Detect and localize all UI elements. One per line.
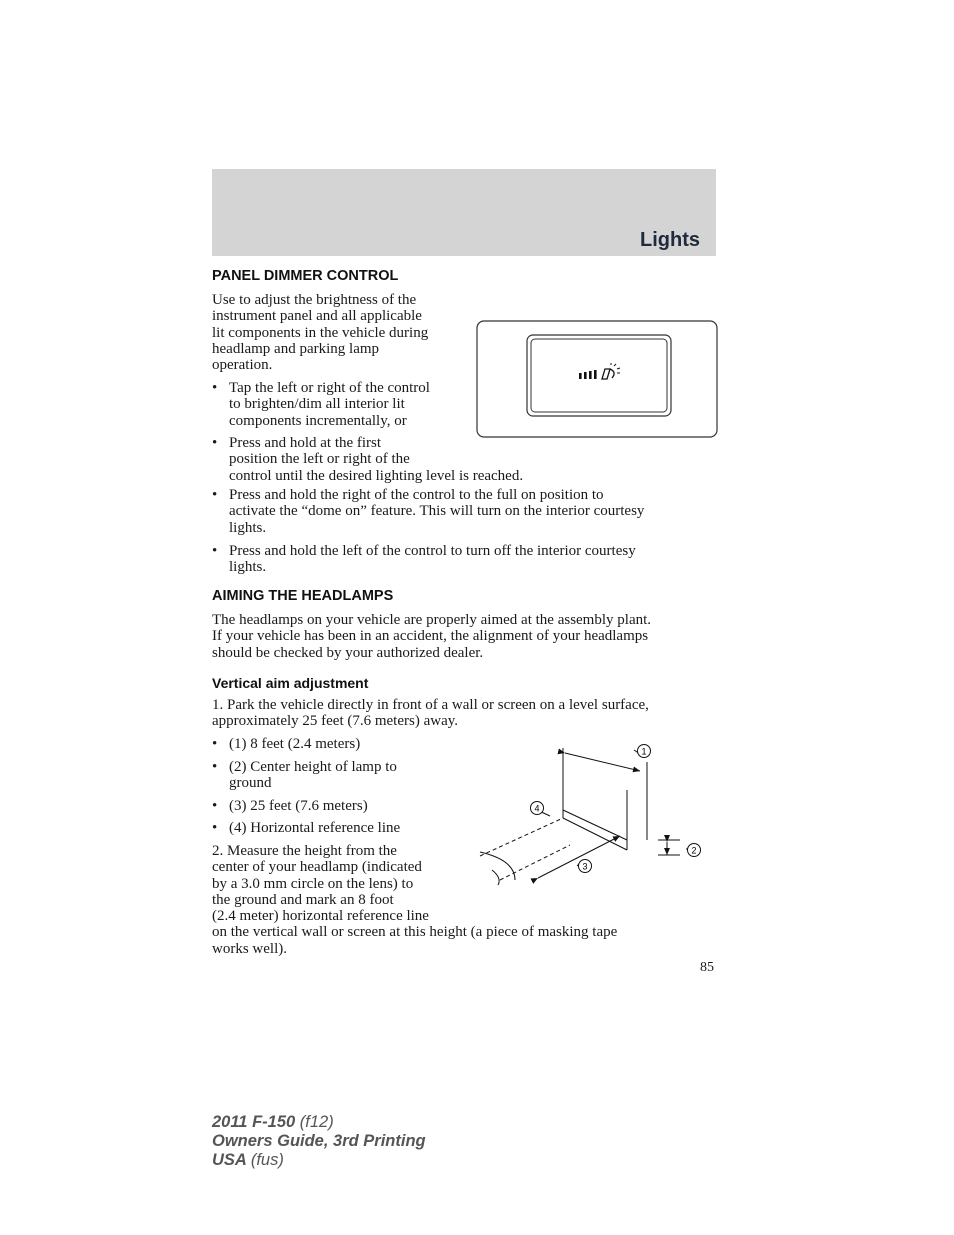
svg-text:4: 4 [534,803,540,814]
callout-2 [688,844,701,857]
bullet-dot: • [212,380,218,396]
text-line: 1. Park the vehicle directly in front of a wall or screen on a level surface, [212,697,649,713]
section-header-band [212,169,716,256]
bullet-turn-off-courtesy [212,543,636,576]
svg-text:1: 1 [641,746,647,757]
bullet-dot: • [212,736,218,752]
text-line: should be checked by your authorized dealer. [212,644,484,661]
bullet-tap-control [212,380,430,429]
bullet-dot: • [212,435,218,451]
panel-dimmer-intro [212,292,428,373]
text-line: activate the “dome on” feature. This will turn on the interior courtesy [229,503,645,520]
vertical-aim-subheading: Vertical aim adjustment [212,675,369,691]
text-line: lit components in the vehicle during [212,324,429,341]
bullet-dot: • [212,543,218,559]
text-line: (4) Horizontal reference line [229,820,401,836]
text-line: (2.4 meter) horizontal reference line [212,908,429,925]
text-line: Tap the left or right of the control [229,380,430,396]
text-line: approximately 25 feet (7.6 meters) away. [212,713,459,730]
text-line: ground [229,775,272,792]
footer-line-region [212,1151,426,1170]
text-line: operation. [212,357,273,374]
text-line: Press and hold at the first [229,435,382,451]
bullet-press-hold-first [212,435,523,484]
text-line: If your vehicle has been in an accident, the alignment of your headlamps [212,628,649,645]
footer-guide: Owners Guide, 3rd Printing [212,1132,426,1150]
text-line: (2) Center height of lamp to [229,759,397,775]
footer-model: 2011 F-150 [212,1113,296,1131]
text-line: to brighten/dim all interior lit [229,396,405,413]
footer-edition-info [212,1113,426,1170]
bullet-dome-on [212,487,644,536]
footer-model-code: (f12) [299,1113,334,1131]
legend-item-3 [212,798,368,814]
text-line: on the vertical wall or screen at this height (a piece of masking tape [212,924,618,941]
text-line: the ground and mark an 8 foot [212,891,394,908]
text-line: headlamp and parking lamp [212,340,380,357]
legend-item-1 [212,736,360,752]
text-line: Press and hold the left of the control to turn off the interior courtesy [229,543,636,559]
step-1 [212,697,649,730]
bullet-dot: • [212,820,218,836]
text-line: Use to adjust the brightness of the [212,292,417,308]
bullet-dot: • [212,798,218,814]
text-line: (3) 25 feet (7.6 meters) [229,798,368,814]
text-line: works well). [212,940,287,957]
callout-1 [638,745,651,758]
callout-3 [579,860,592,873]
text-line: lights. [229,519,267,536]
callout-4 [531,802,544,815]
page-number: 85 [700,960,714,975]
aiming-headlamps-heading: AIMING THE HEADLAMPS [212,588,394,604]
panel-dimmer-heading: PANEL DIMMER CONTROL [212,268,399,284]
text-line: Press and hold the right of the control to the full on position to [229,487,604,503]
svg-text:3: 3 [582,861,588,872]
legend-item-2 [212,759,397,792]
text-line: center of your headlamp (indicated [212,859,422,876]
bullet-dot: • [212,759,218,775]
footer-region-code: (fus) [250,1151,284,1169]
text-line: by a 3.0 mm circle on the lens) to [212,875,414,892]
panel-dimmer-illustration [476,320,719,439]
footer-line-model [212,1113,426,1132]
legend-item-4 [212,820,400,836]
bullet-dot: • [212,487,218,503]
text-line: control until the desired lighting level is reached. [229,467,524,484]
section-title: Lights [640,229,700,251]
headlamp-aiming-diagram [470,740,710,900]
text-line: position the left or right of the [229,451,410,468]
text-line: (1) 8 feet (2.4 meters) [229,736,361,752]
text-line: instrument panel and all applicable [212,308,422,325]
footer-region: USA [212,1151,247,1169]
svg-text:2: 2 [691,845,697,856]
text-line: 2. Measure the height from the [212,843,397,859]
text-line: lights. [229,559,267,576]
text-line: components incrementally, or [229,412,407,429]
aiming-intro [212,612,651,661]
text-line: The headlamps on your vehicle are properly aimed at the assembly plant. [212,612,652,628]
